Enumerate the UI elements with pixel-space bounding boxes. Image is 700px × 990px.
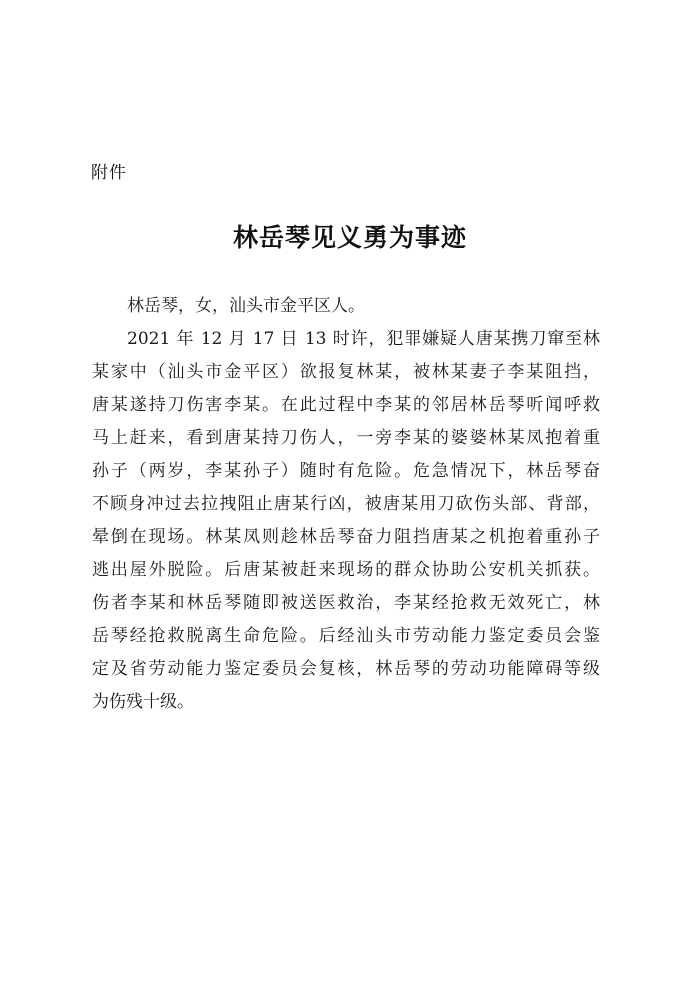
paragraph-2-line-11: 定及省劳动能力鉴定委员会复核，林岳琴的劳动功能障碍等级 <box>92 659 600 679</box>
paragraph-2-line-8: 逃出屋外脱险。后唐某被赶来现场的群众协助公安机关抓获。 <box>92 560 600 580</box>
paragraph-2-line-1: 2021 年 12 月 17 日 13 时许，犯罪嫌疑人唐某携刀窜至林 <box>127 329 600 349</box>
paragraph-2-line-9: 伤者李某和林岳琴随即被送医救治，李某经抢救无效死亡，林 <box>92 593 600 613</box>
paragraph-2-line-10: 岳琴经抢救脱离生命危险。后经汕头市劳动能力鉴定委员会鉴 <box>92 626 600 646</box>
paragraph-2-line-2: 某家中（汕头市金平区）欲报复林某，被林某妻子李某阻挡， <box>92 362 600 382</box>
document-body <box>92 290 612 719</box>
attachment-label: 附件 <box>91 163 127 183</box>
paragraph-2-line-5: 孙子（两岁，李某孙子）随时有危险。危急情况下，林岳琴奋 <box>92 461 600 481</box>
paragraph-2-line-12: 为伤残十级。 <box>92 692 194 712</box>
paragraph-2-line-6: 不顾身冲过去拉拽阻止唐某行凶，被唐某用刀砍伤头部、背部， <box>92 494 600 514</box>
document-title: 林岳琴见义勇为事迹 <box>232 223 467 252</box>
paragraph-2-line-3: 唐某遂持刀伤害李某。在此过程中李某的邻居林岳琴听闻呼救 <box>92 395 600 415</box>
paragraph-1-line-1: 林岳琴，女，汕头市金平区人。 <box>127 296 365 316</box>
paragraph-2-line-4: 马上赶来，看到唐某持刀伤人，一旁李某的婆婆林某凤抱着重 <box>92 428 600 448</box>
paragraph-2-line-7: 晕倒在现场。林某凤则趁林岳琴奋力阻挡唐某之机抱着重孙子 <box>92 527 600 547</box>
